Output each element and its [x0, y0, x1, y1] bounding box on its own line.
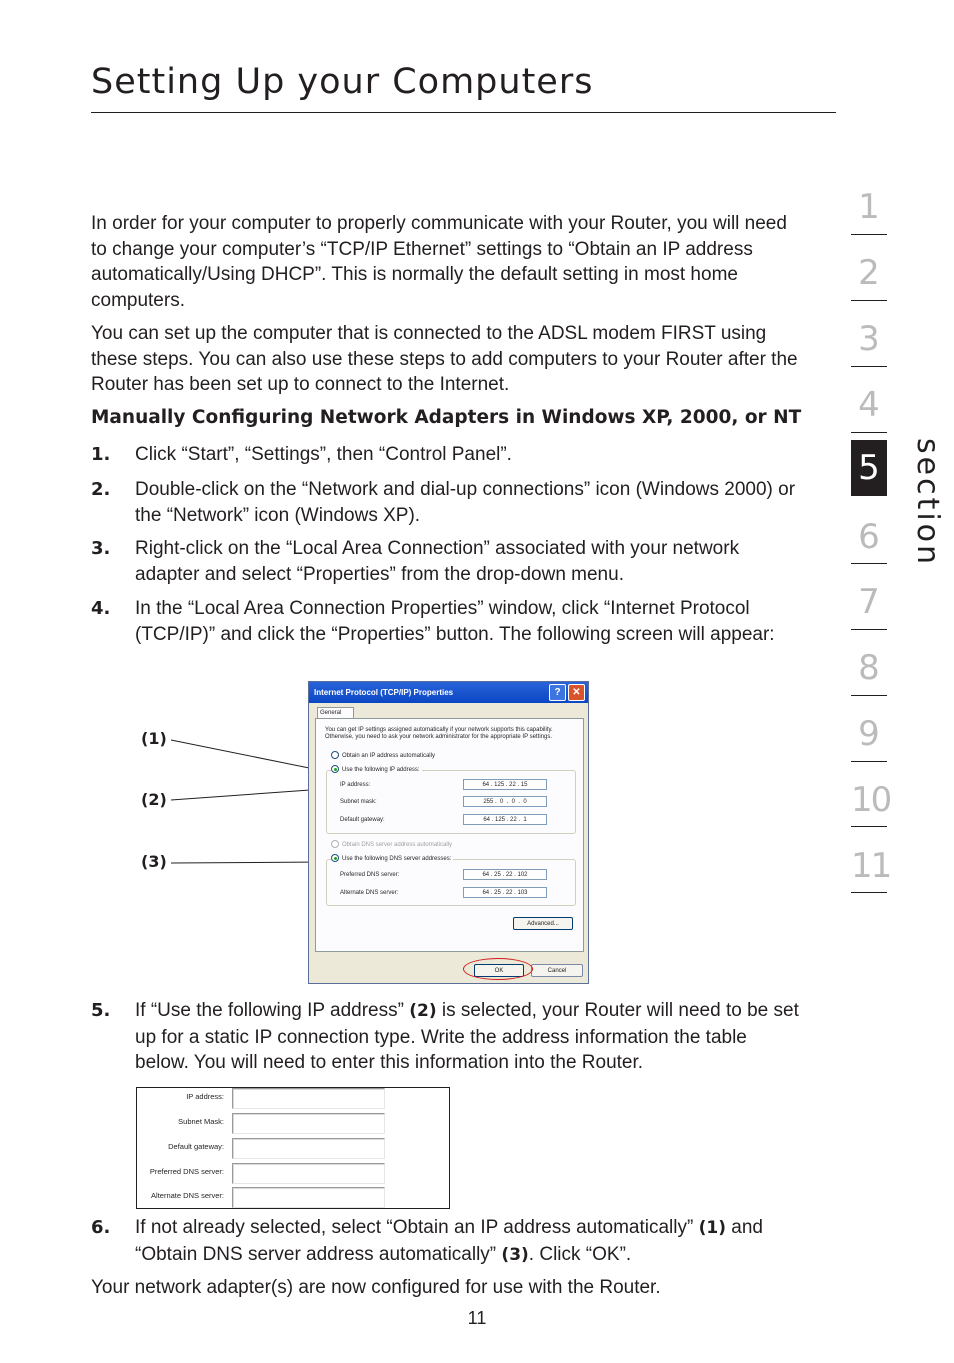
- section-divider: [851, 695, 887, 696]
- radio-button-selected-icon: [331, 854, 339, 862]
- step-text: In the “Local Area Connection Properties” window, click “Internet Protocol (TCP/IP)” and click the “Properties” button. The following screen will appear:: [135, 598, 775, 645]
- section-label: section: [910, 438, 945, 568]
- ok-highlight-circle: [463, 958, 533, 980]
- address-form-table: [136, 1087, 450, 1209]
- intro-paragraph-2: You can set up the computer that is connected to the ADSL modem FIRST using these steps. You can also use these steps to add computers to your Router after the Router has been set up to connect to the Internet.: [91, 323, 798, 395]
- page-number: 11: [467, 1308, 487, 1328]
- ip-address-blank-field[interactable]: [232, 1088, 385, 1109]
- help-icon[interactable]: ?: [549, 684, 566, 701]
- radio-button-icon: [331, 751, 339, 759]
- dns-group-box: [326, 859, 576, 906]
- section-divider: [851, 432, 887, 433]
- tab-general[interactable]: General: [317, 707, 354, 719]
- step-text: Double-click on the “Network and dial-up connections” icon (Windows 2000) or the “Network” icon (Windows XP).: [135, 479, 796, 526]
- radio-label: Obtain an IP address automatically: [342, 753, 435, 759]
- leader-line-3: [171, 862, 324, 863]
- default-gateway-input[interactable]: 64 . 125 . 22 . 1: [463, 814, 547, 825]
- section-divider: [851, 629, 887, 630]
- step-number: 5.: [91, 1000, 111, 1021]
- default-gateway-blank-field[interactable]: [232, 1138, 385, 1159]
- advanced-button[interactable]: Advanced...: [513, 917, 573, 930]
- section-divider: [851, 563, 887, 564]
- dialog-title: Internet Protocol (TCP/IP) Properties: [314, 688, 454, 697]
- section-number-3: 3: [858, 319, 880, 359]
- section-number-11: 11: [851, 846, 891, 886]
- section-number-7: 7: [858, 582, 880, 622]
- closing-sentence: Your network adapter(s) are now configured for use with the Router.: [91, 1277, 661, 1298]
- section-divider: [851, 761, 887, 762]
- radio-label: Use the following IP address:: [342, 767, 420, 773]
- preferred-dns-input[interactable]: 64 . 25 . 22 . 102: [463, 869, 547, 880]
- section-number-1: 1: [858, 187, 880, 227]
- ip-address-input[interactable]: 64 . 125 . 22 . 15: [463, 779, 547, 790]
- leader-line-2: [171, 789, 324, 800]
- radio-button-disabled-icon: [331, 840, 339, 848]
- section-number-5-active: 5: [851, 440, 887, 496]
- form-row-gateway: [137, 1138, 449, 1160]
- callout-ref: (3): [501, 1244, 529, 1265]
- section-number-10: 10: [851, 780, 891, 820]
- section-divider: [851, 300, 887, 301]
- step-text: Right-click on the “Local Area Connection” associated with your network adapter and select “Properties” from the drop-down menu.: [135, 538, 740, 585]
- radio-label: Use the following DNS server addresses:: [342, 856, 452, 862]
- form-row-subnet: [137, 1113, 449, 1135]
- section-number-9: 9: [858, 714, 880, 754]
- form-row-preferred-dns: [137, 1163, 449, 1185]
- radio-button-selected-icon: [331, 765, 339, 773]
- preferred-dns-blank-field[interactable]: [232, 1163, 385, 1184]
- step-number: 2.: [91, 479, 111, 500]
- step-5: [91, 998, 803, 1076]
- radio-use-ip[interactable]: [331, 765, 422, 775]
- form-row-alternate-dns: [137, 1187, 449, 1209]
- default-gateway-label: Default gateway:: [340, 817, 385, 823]
- section-number-6: 6: [858, 517, 880, 557]
- callout-1: (1): [141, 729, 167, 748]
- section-heading: Manually Configuring Network Adapters in Windows XP, 2000, or NT: [91, 407, 802, 428]
- step-6: [91, 1215, 803, 1268]
- dialog-panel: [315, 718, 584, 952]
- section-divider: [851, 366, 887, 367]
- page-title: Setting Up your Computers: [91, 62, 594, 102]
- callout-ref: (2): [409, 1001, 437, 1021]
- radio-obtain-ip[interactable]: [331, 751, 435, 761]
- step-text: Click “Start”, “Settings”, then “Control Panel”.: [135, 444, 512, 465]
- callout-3: (3): [141, 852, 167, 871]
- radio-obtain-dns[interactable]: [331, 840, 452, 850]
- step-text: If “Use the following IP address” (2) is selected, your Router will need to be set up for a static IP connection type. Write the address information the table below. You will need to enter this information into the Router.: [135, 1000, 799, 1073]
- section-divider: [851, 892, 887, 893]
- section-number-8: 8: [858, 648, 880, 688]
- cancel-button[interactable]: Cancel: [531, 964, 583, 977]
- subnet-mask-blank-field[interactable]: [232, 1113, 385, 1134]
- ok-button[interactable]: OK: [474, 964, 524, 977]
- callout-2: (2): [141, 790, 167, 809]
- form-label: IP address:: [186, 1092, 224, 1101]
- leader-line-1: [171, 740, 324, 771]
- form-label: Default gateway:: [168, 1142, 224, 1151]
- dialog-title-bar: [309, 682, 588, 703]
- tcpip-properties-dialog: [308, 681, 589, 984]
- alternate-dns-label: Alternate DNS server:: [340, 890, 399, 896]
- form-label: Preferred DNS server:: [149, 1167, 224, 1176]
- ip-address-label: IP address:: [340, 782, 371, 788]
- subnet-mask-label: Subnet mask:: [340, 799, 377, 805]
- close-icon[interactable]: ✕: [568, 684, 585, 701]
- form-row-ip: [137, 1088, 449, 1110]
- radio-label: Obtain DNS server address automatically: [342, 842, 453, 848]
- radio-use-dns[interactable]: [331, 854, 453, 864]
- step-text: If not already selected, select “Obtain an IP address automatically” (1) and “Obtain DNS server address automatically” (3). Click “OK”.: [135, 1217, 763, 1265]
- step-number: 4.: [91, 598, 111, 619]
- dialog-intro-text: You can get IP settings assigned automatically if your network supports this capability. Otherwise, you need to ask your network administrator for the appropriate IP settings.: [325, 727, 553, 740]
- alternate-dns-blank-field[interactable]: [232, 1187, 385, 1208]
- form-label: Alternate DNS server:: [151, 1191, 224, 1200]
- intro-paragraph-1: In order for your computer to properly communicate with your Router, you will need to change your computer’s “TCP/IP Ethernet” settings to “Obtain an IP address automatically/Using DHCP”. This is normally the default setting in most home computers.: [91, 213, 787, 311]
- section-divider: [851, 234, 887, 235]
- step-number: 3.: [91, 538, 111, 559]
- subnet-mask-input[interactable]: 255 . 0 . 0 . 0: [463, 796, 547, 807]
- section-divider: [851, 826, 887, 827]
- step-number: 6.: [91, 1217, 111, 1238]
- section-number-2: 2: [858, 253, 880, 293]
- preferred-dns-label: Preferred DNS server:: [340, 872, 400, 878]
- callout-ref: (1): [698, 1218, 726, 1238]
- step-number: 1.: [91, 444, 111, 465]
- alternate-dns-input[interactable]: 64 . 25 . 22 . 103: [463, 887, 547, 898]
- form-label: Subnet Mask:: [178, 1117, 224, 1126]
- section-number-4: 4: [858, 385, 880, 425]
